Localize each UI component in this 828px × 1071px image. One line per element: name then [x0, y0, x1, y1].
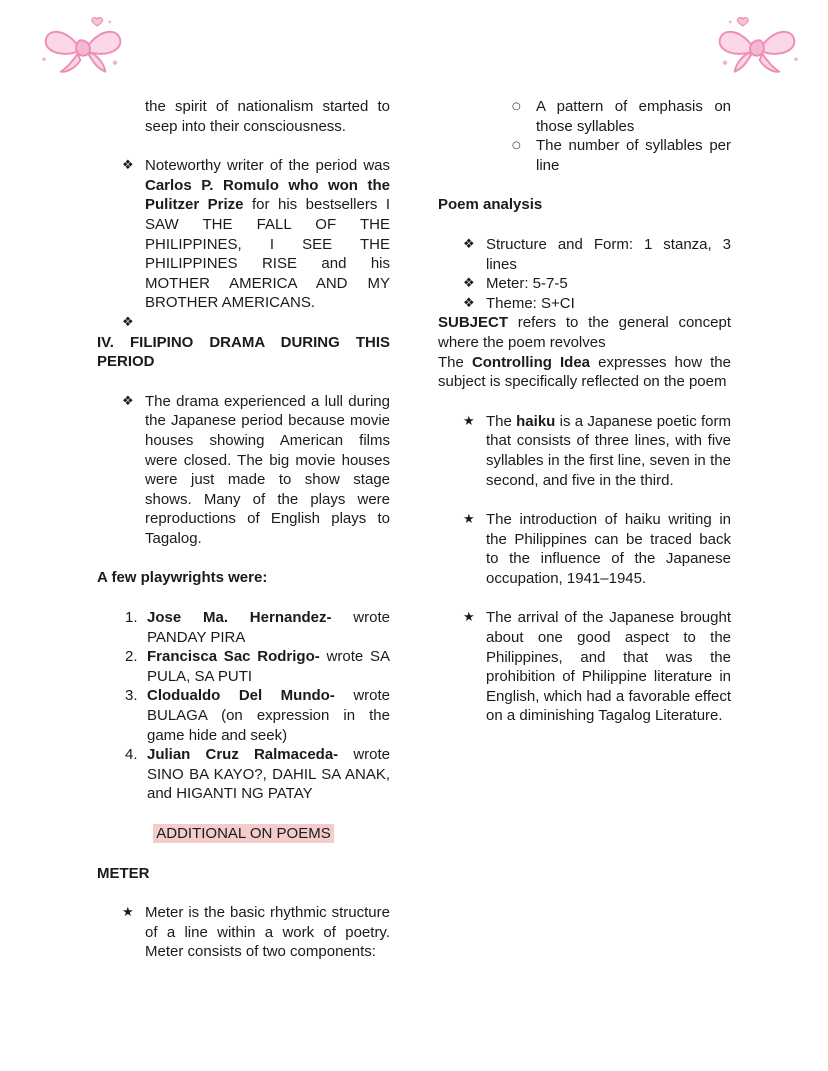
star-bullet-icon: ★: [463, 610, 475, 626]
star-bullet-icon: ★: [463, 512, 475, 528]
paragraph-subject: [438, 313, 731, 352]
heart-icon: [737, 18, 748, 26]
bullet-drama-lull: [97, 392, 390, 549]
playwright-item-1: [97, 608, 390, 647]
list-number: 3.: [125, 687, 138, 705]
list-number: 4.: [125, 746, 138, 764]
playwright-item-3: [97, 686, 390, 745]
playwright-item-2: [97, 647, 390, 686]
playwright-works: wrote SINO BA KAYO?, DAHIL SA ANAK, and HIGANTI NG PATAY: [147, 746, 390, 803]
diamond-bullet-icon: ❖: [463, 276, 475, 292]
pink-bow-icon: [38, 13, 128, 77]
bold-run: SUBJECT: [438, 314, 509, 332]
bullet-text: Structure and Form: 1 stanza, 3 lines: [486, 235, 731, 273]
diamond-bullet-icon: ❖: [463, 295, 475, 311]
bow-tail-right: [88, 53, 105, 72]
bullet-text: The number of syllables per line: [536, 137, 731, 174]
bullet-structure-form: [438, 235, 731, 274]
bullet-meter-definition: [97, 903, 390, 962]
sparkle-dot: [729, 20, 732, 23]
playwright-name: Jose Ma. Hernandez-: [147, 609, 332, 627]
list-item-text: [147, 686, 390, 745]
playwright-works: wrote SA PULA, SA PUTI: [147, 648, 390, 685]
star-bullet-icon: ★: [463, 413, 475, 429]
bow-knot: [76, 40, 90, 55]
bullet-text: [145, 156, 390, 313]
bullet-syllables-per-line: [438, 136, 731, 175]
star-bullet-icon: ★: [122, 905, 134, 921]
list-item-text: [147, 647, 390, 686]
bold-run: Carlos P. Romulo who won the Pulitzer Prize: [145, 176, 390, 214]
bold-run: haiku: [516, 412, 556, 430]
text-run: Noteworthy writer of the period was: [145, 157, 390, 175]
bullet-text: [486, 412, 731, 490]
diamond-bullet-icon: ❖: [122, 393, 134, 409]
bold-run: Controlling Idea: [471, 353, 591, 371]
playwrights-heading: A few playwrights were:: [97, 569, 268, 587]
list-number: 2.: [125, 648, 138, 666]
bullet-empty: [97, 313, 390, 333]
text-run: for his bestsellers I SAW THE FALL OF THE PHILIPPINES, I SEE THE PHILIPPINES RISE and his MOTHER AMERICA AND MY BROTHER AMERICANS.: [145, 196, 390, 312]
bullet-text: The introduction of haiku writing in the Philippines can be traced back to the influence of the Japanese occupation, 1941–1945.: [486, 511, 731, 587]
diamond-bullet-icon: ❖: [463, 236, 475, 252]
bow-loop-right: [720, 32, 753, 54]
playwright-item-4: [97, 745, 390, 804]
text-run: refers to the general concept where the poem revolves: [438, 314, 731, 351]
bullet-text: The drama experienced a lull during the Japanese period because movie houses showing American films were closed. The big movie houses were just made to show stage shows. Many of the plays were reproductions of English plays to Tagalog.: [145, 392, 390, 547]
playwright-name: Francisca Sac Rodrigo-: [147, 648, 320, 666]
playwright-name: Julian Cruz Ralmaceda-: [147, 746, 339, 764]
bullet-text: Meter: 5-7-5: [486, 275, 568, 293]
text-run: The: [438, 353, 472, 371]
sparkle-dot: [42, 57, 46, 61]
two-column-text-area: [97, 97, 731, 962]
sparkle-dot: [723, 61, 727, 65]
bullet-noteworthy-writer: [97, 156, 390, 313]
circle-bullet-icon: ○: [512, 140, 521, 152]
poem-analysis-heading: Poem analysis: [438, 196, 543, 214]
sparkle-dot: [108, 20, 111, 23]
bow-tail-left: [760, 54, 780, 72]
bullet-haiku-effect: [438, 608, 731, 726]
pink-bow-icon: [712, 13, 802, 77]
playwright-name: Clodualdo Del Mundo-: [147, 687, 335, 705]
bow-loop-right: [87, 32, 120, 54]
bullet-text: Theme: S+CI: [486, 294, 575, 312]
section-heading-iv: IV. FILIPINO DRAMA DURING THIS PERIOD: [97, 333, 390, 371]
paragraph-nationalism: the spirit of nationalism started to seep into their consciousness.: [145, 98, 390, 135]
bow-tail-left: [61, 54, 81, 72]
meter-heading: METER: [97, 864, 150, 882]
bullet-text: A pattern of emphasis on those syllables: [536, 98, 731, 135]
text-run: is a Japanese poetic form that consists of three lines, with five syllables in the first line, seven in the second, and five in the third.: [486, 412, 732, 489]
bullet-haiku-definition: [438, 412, 731, 490]
text-run: expresses how the subject is specifically reflected on the poem: [438, 353, 731, 391]
bullet-haiku-history: [438, 510, 731, 588]
bow-tail-right: [735, 53, 752, 72]
heart-icon: [92, 18, 103, 26]
bow-loop-left: [761, 32, 794, 54]
circle-bullet-icon: ○: [512, 101, 521, 112]
playwrights-list: [97, 608, 390, 804]
right-column: [438, 97, 731, 962]
list-item-text: [147, 608, 390, 647]
bullet-meter-575: [438, 274, 731, 294]
list-item-text: [147, 745, 390, 804]
playwright-works: wrote BULAGA (on expression in the game hide and seek): [147, 687, 390, 744]
sparkle-dot: [794, 57, 798, 61]
bullet-theme: [438, 294, 731, 314]
bullet-text-empty: [145, 313, 390, 333]
banner-line: [97, 824, 390, 844]
diamond-bullet-icon: ❖: [122, 158, 134, 174]
bullet-text: Meter is the basic rhythmic structure of a line within a work of poetry. Meter consists of two components:: [145, 904, 390, 961]
list-number: 1.: [125, 609, 138, 627]
bow-loop-left: [46, 32, 79, 54]
playwright-works: wrote PANDAY PIRA: [147, 609, 390, 646]
additional-on-poems-banner: ADDITIONAL ON POEMS: [153, 824, 333, 843]
sparkle-dot: [113, 61, 117, 65]
bullet-pattern-emphasis: [438, 97, 731, 136]
bow-knot: [750, 40, 764, 55]
left-column: [97, 97, 390, 962]
paragraph-controlling-idea: [438, 353, 731, 392]
diamond-bullet-icon: ❖: [122, 314, 134, 330]
bullet-text: The arrival of the Japanese brought about one good aspect to the Philippines, and that was the prohibition of Philippine literature in English, which had a favorable effect on a diminishing Tagalog Literature.: [486, 609, 731, 725]
text-run: The: [486, 412, 517, 430]
